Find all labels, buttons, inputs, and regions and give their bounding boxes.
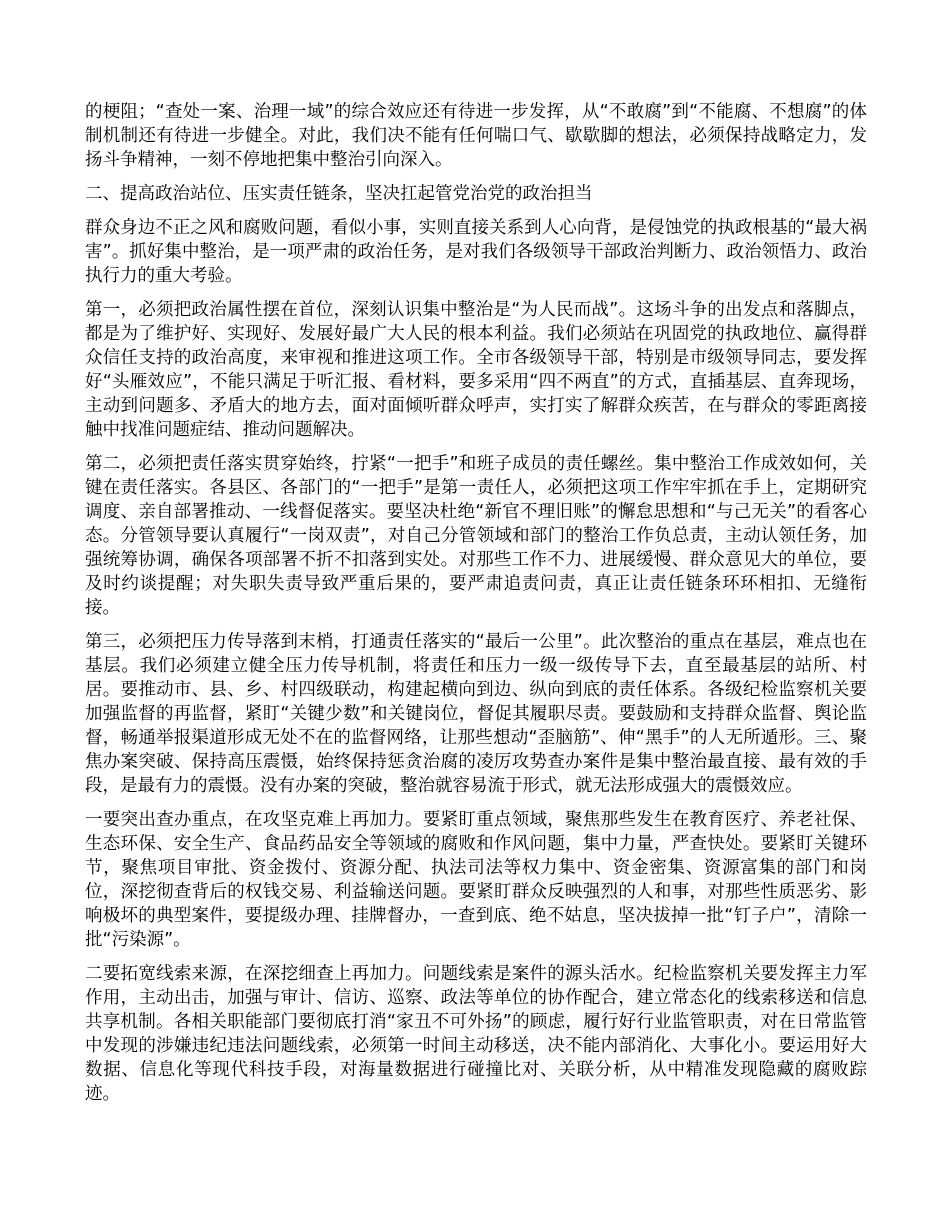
- paragraph: 的梗阻；“查处一案、治理一域”的综合效应还有待进一步发挥，从“不敢腐”到“不能腐、不想腐”的体制机制还有待进一步健全。对此，我们决不能有任何喘口气、歇歇脚的想法，必须保持战略定力，发扬斗争精神，一刻不停地把集中整治引向深入。: [85, 102, 867, 170]
- paragraph: 第一，必须把政治属性摆在首位，深刻认识集中整治是“为人民而战”。这场斗争的出发点和落脚点，都是为了维护好、实现好、发展好最广大人民的根本利益。我们必须站在巩固党的执政地位、赢得群众信任支持的政治高度，来审视和推进这项工作。全市各级领导干部，特别是市级领导同志，要发挥好“头雁效应”，不能只满足于听汇报、看材料，要多采用“四不两直”的方式，直插基层、直奔现场，主动到问题多、矛盾大的地方去，面对面倾听群众呼声，实打实了解群众疾苦，在与群众的零距离接触中找准问题症结、推动问题解决。: [85, 300, 867, 440]
- paragraph: 群众身边不正之风和腐败问题，看似小事，实则直接关系到人心向背，是侵蚀党的执政根基的“最大祸害”。抓好集中整治，是一项严肃的政治任务，是对我们各级领导干部政治判断力、政治领悟力、政治执行力的重大考验。: [85, 218, 867, 286]
- paragraph: 二要拓宽线索来源，在深挖细查上再加力。问题线索是案件的源头活水。纪检监察机关要发挥主力军作用，主动出击，加强与审计、信访、巡察、政法等单位的协作配合，建立常态化的线索移送和信息共享机制。各相关职能部门要彻底打消“家丑不可外扬”的顾虑，履行好行业监管职责，对在日常监管中发现的涉嫌违纪违法问题线索，必须第一时间主动移送，决不能内部消化、大事化小。要运用好大数据、信息化等现代科技手段，对海量数据进行碰撞比对、关联分析，从中精准发现隐藏的腐败踪迹。: [85, 964, 867, 1104]
- section-heading: 二、提高政治站位、压实责任链条，坚决扛起管党治党的政治担当: [85, 184, 593, 204]
- paragraph: 第二，必须把责任落实贯穿始终，拧紧“一把手”和班子成员的责任螺丝。集中整治工作成效如何，关键在责任落实。各县区、各部门的“一把手”是第一责任人，必须把这项工作牢牢抓在手上，定期研究调度、亲自部署推动、一线督促落实。要坚决杜绝“新官不理旧账”的懈怠思想和“与己无关”的看客心态。分管领导要认真履行“一岗双责”，对自己分管领域和部门的整治工作负总责，主动认领任务，加强统筹协调，确保各项部署不折不扣落到实处。对那些工作不力、进展缓慢、群众意见大的单位，要及时约谈提醒；对失职失责导致严重后果的，要严肃追责问责，真正让责任链条环环相扣、无缝衔接。: [85, 454, 867, 618]
- document-body: [85, 100, 867, 1116]
- paragraph: 第三，必须把压力传导落到末梢，打通责任落实的“最后一公里”。此次整治的重点在基层，难点也在基层。我们必须建立健全压力传导机制，将责任和压力一级一级传导下去，直至最基层的站所、村居。要推动市、县、乡、村四级联动，构建起横向到边、纵向到底的责任体系。各级纪检监察机关要加强监督的再监督，紧盯“关键少数”和关键岗位，督促其履职尽责。要鼓励和支持群众监督、舆论监督，畅通举报渠道形成无处不在的监督网络，让那些想动“歪脑筋”、伸“黑手”的人无所遁形。三、聚焦办案突破、保持高压震慑，始终保持惩贪治腐的凌厉攻势查办案件是集中整治最直接、最有效的手段，是最有力的震慑。没有办案的突破，整治就容易流于形式，就无法形成强大的震慑效应。: [85, 632, 867, 796]
- paragraph: 一要突出查办重点，在攻坚克难上再加力。要紧盯重点领域，聚焦那些发生在教育医疗、养老社保、生态环保、安全生产、食品药品安全等领域的腐败和作风问题，集中力量，严查快处。要紧盯关键环节，聚焦项目审批、资金拨付、资源分配、执法司法等权力集中、资金密集、资源富集的部门和岗位，深挖彻查背后的权钱交易、利益输送问题。要紧盯群众反映强烈的人和事，对那些性质恶劣、影响极坏的典型案件，要提级办理、挂牌督办，一查到底、绝不姑息，坚决拔掉一批“钉子户”，清除一批“污染源”。: [85, 810, 867, 950]
